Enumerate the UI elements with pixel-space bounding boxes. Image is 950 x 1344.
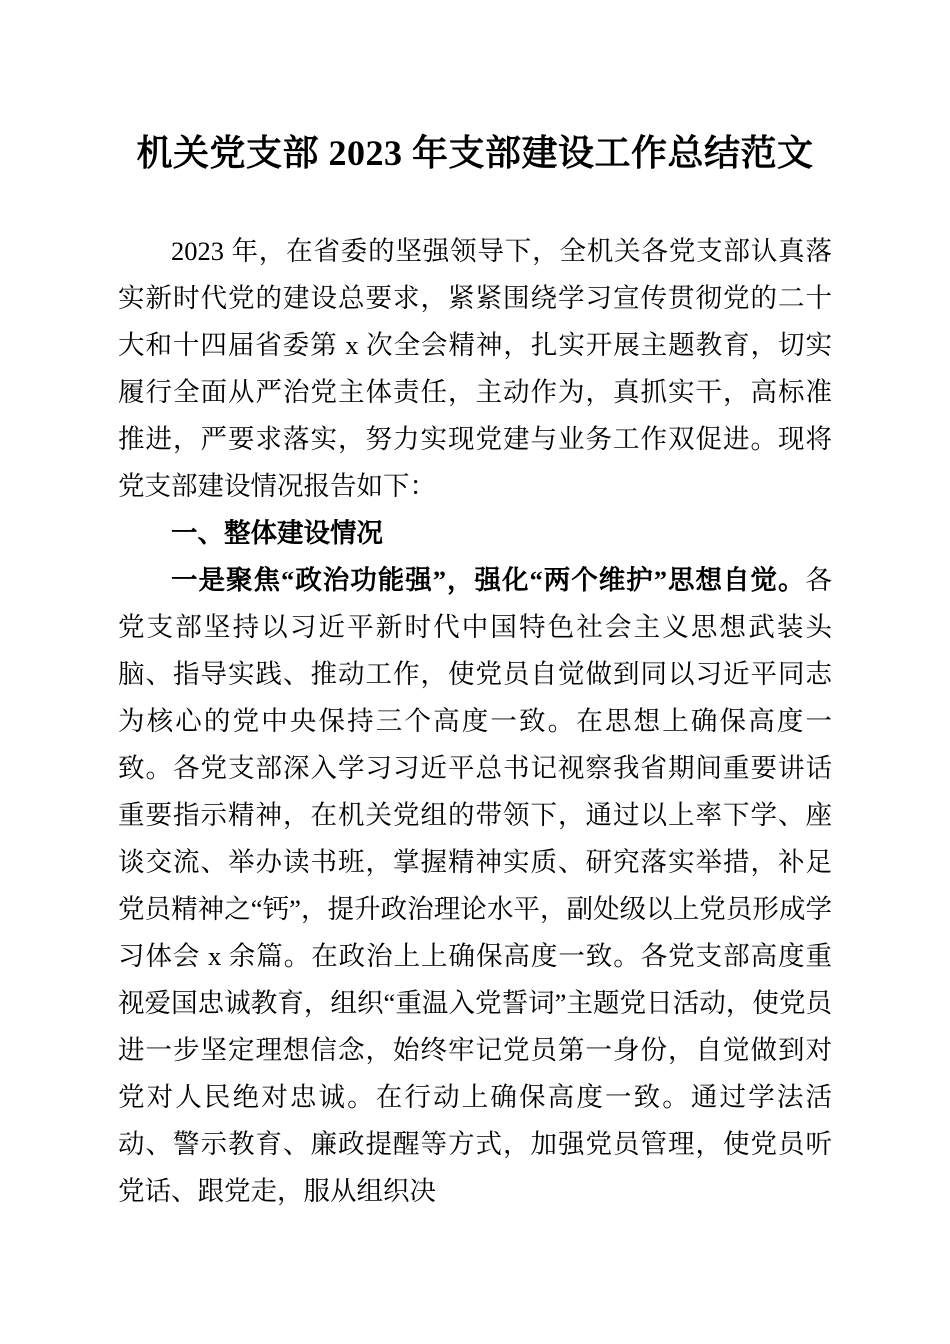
section-1-lead-sentence: 一是聚焦“政治功能强”，强化“两个维护”思想自觉。 — [171, 565, 806, 595]
document-title: 机关党支部 2023 年支部建设工作总结范文 — [136, 133, 814, 173]
section-1-paragraph — [118, 557, 832, 1215]
section-1-heading: 一、整体建设情况 — [171, 518, 383, 548]
document-content — [118, 130, 832, 1215]
intro-paragraph: 2023 年，在省委的坚强领导下，全机关各党支部认真落实新时代党的建设总要求，紧紧围绕学习宣传贯彻党的二十大和十四届省委第 x 次全会精神，扎实开展主题教育，切实履行全面从严治党主体责任，主动作为，真抓实干，高标准推进，严要求落实，努力实现党建与业务工作双促进。现将党支部建设情况报告如下： — [118, 236, 832, 501]
section-1-body-text: 各党支部坚持以习近平新时代中国特色社会主义思想武装头脑、指导实践、推动工作，使党员自觉做到同以习近平同志为核心的党中央保持三个高度一致。在思想上确保高度一致。各党支部深入学习习近平总书记视察我省期间重要讲话重要指示精神，在机关党组的带领下，通过以上率下学、座谈交流、举办读书班，掌握精神实质、研究落实举措，补足党员精神之“钙”，提升政治理论水平，副处级以上党员形成学习体会 x 余篇。在政治上上确保高度一致。各党支部高度重视爱国忠诚教育，组织“重温入党誓词”主题党日活动，使党员进一步坚定理想信念，始终牢记党员第一身份，自觉做到对党对人民绝对忠诚。在行动上确保高度一致。通过学法活动、警示教育、廉政提醒等方式，加强党员管理，使党员听党话、跟党走，服从组织决 — [118, 565, 832, 1206]
